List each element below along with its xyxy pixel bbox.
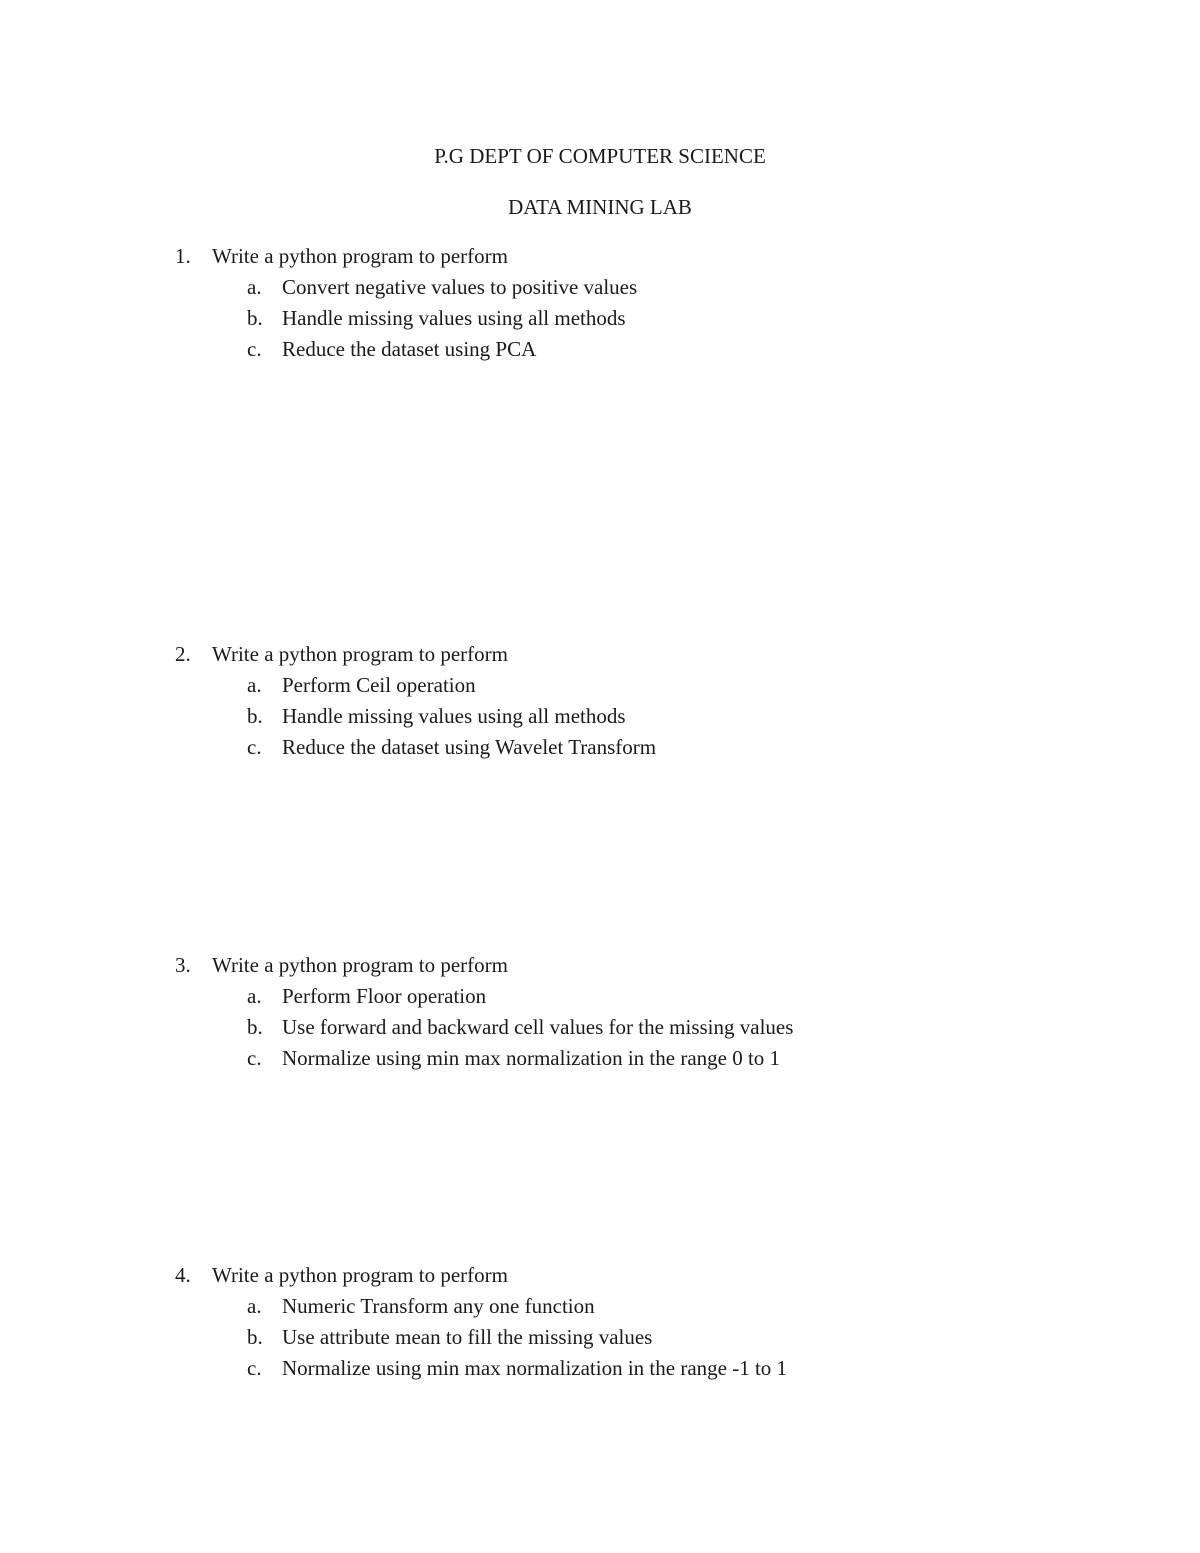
list-item xyxy=(0,305,1200,336)
list-item xyxy=(0,1014,1200,1045)
question-text: Write a python program to perform xyxy=(212,1263,508,1287)
item-text: Normalize using min max normalization in the range 0 to 1 xyxy=(282,1046,781,1070)
item-letter: a. xyxy=(247,1294,262,1318)
question-text: Write a python program to perform xyxy=(212,244,508,268)
question-number: 3. xyxy=(175,953,191,977)
list-item xyxy=(0,703,1200,734)
item-letter: b. xyxy=(247,1015,263,1039)
question-2 xyxy=(0,641,1200,765)
item-text: Reduce the dataset using PCA xyxy=(282,337,537,361)
item-letter: c. xyxy=(247,337,262,361)
list-item xyxy=(0,672,1200,703)
question-text: Write a python program to perform xyxy=(212,953,508,977)
item-text: Perform Floor operation xyxy=(282,984,487,1008)
list-item xyxy=(0,734,1200,765)
item-letter: c. xyxy=(247,1356,262,1380)
question-4 xyxy=(0,1262,1200,1386)
item-text: Perform Ceil operation xyxy=(282,673,476,697)
list-item xyxy=(0,983,1200,1014)
item-text: Use forward and backward cell values for the missing values xyxy=(282,1015,794,1039)
item-letter: b. xyxy=(247,1325,263,1349)
item-letter: b. xyxy=(247,306,263,330)
item-text: Handle missing values using all methods xyxy=(282,306,626,330)
lab-title: DATA MINING LAB xyxy=(508,195,692,219)
item-letter: a. xyxy=(247,673,262,697)
question-text: Write a python program to perform xyxy=(212,642,508,666)
item-letter: c. xyxy=(247,735,262,759)
item-letter: b. xyxy=(247,704,263,728)
question-number: 2. xyxy=(175,642,191,666)
list-item xyxy=(0,1045,1200,1076)
item-letter: c. xyxy=(247,1046,262,1070)
list-item xyxy=(0,1293,1200,1324)
question-3 xyxy=(0,952,1200,1076)
item-text: Use attribute mean to fill the missing values xyxy=(282,1325,653,1349)
question-header xyxy=(0,641,1200,672)
item-letter: a. xyxy=(247,275,262,299)
department-heading: P.G DEPT OF COMPUTER SCIENCE xyxy=(434,144,766,168)
list-item xyxy=(0,1324,1200,1355)
list-item xyxy=(0,1355,1200,1386)
question-number: 4. xyxy=(175,1263,191,1287)
item-text: Numeric Transform any one function xyxy=(282,1294,595,1318)
question-number: 1. xyxy=(175,244,191,268)
question-header xyxy=(0,952,1200,983)
question-header xyxy=(0,1262,1200,1293)
item-text: Reduce the dataset using Wavelet Transform xyxy=(282,735,657,759)
question-header xyxy=(0,243,1200,274)
item-text: Convert negative values to positive values xyxy=(282,275,638,299)
item-text: Normalize using min max normalization in the range -1 to 1 xyxy=(282,1356,788,1380)
item-text: Handle missing values using all methods xyxy=(282,704,626,728)
list-item xyxy=(0,336,1200,367)
list-item xyxy=(0,274,1200,305)
item-letter: a. xyxy=(247,984,262,1008)
question-1 xyxy=(0,243,1200,367)
